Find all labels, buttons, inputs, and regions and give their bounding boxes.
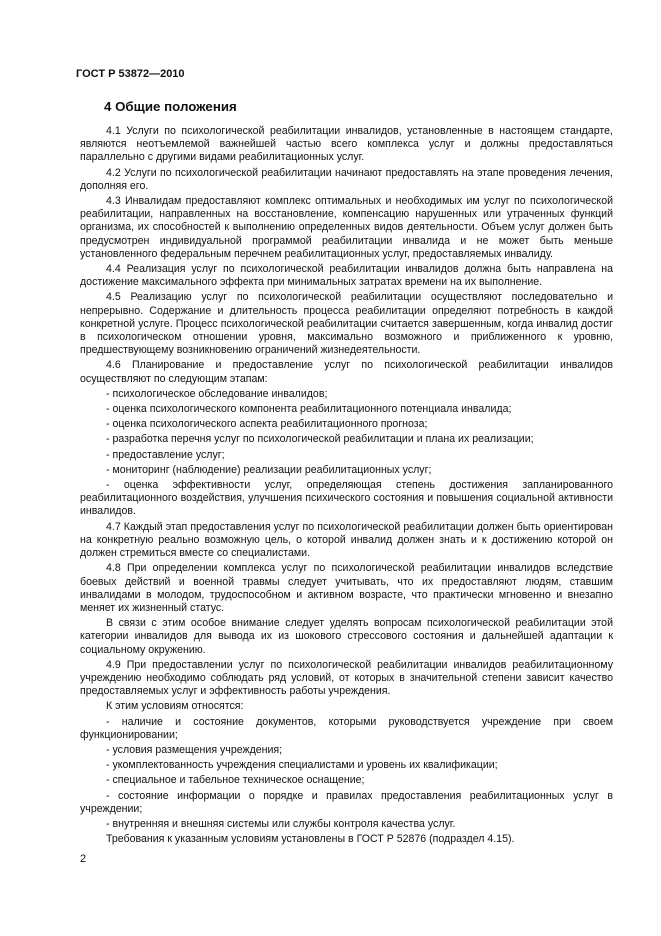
page-number: 2 [80, 853, 87, 865]
list-item: - состояние информации о порядке и правилах предоставления реабилитационных услуг в учреждении; [80, 789, 613, 815]
list-item: - мониторинг (наблюдение) реализации реабилитационных услуг; [106, 463, 432, 476]
paragraph-4-5: 4.5 Реализацию услуг по психологической реабилитации осуществляют последовательно и непрерывно. Содержание и длительность процесса реабилитации определяют потребность в каждой конкретной услуге. Процесс психологической реабилитации считается завершенным, когда инвалид достиг в психологическом отношении уровня, максимально возможного и приближенного к уровню, предшествующему возникновению ограничений жизнедеятельности. [80, 291, 613, 357]
list-item: - оценка психологического компонента реабилитационного потенциала инвалида; [106, 403, 512, 416]
list-item: - оценка психологического аспекта реабилитационного прогноза; [106, 418, 428, 431]
paragraph-4-1: 4.1 Услуги по психологической реабилитации инвалидов, установленные в настоящем стандарте, являются неотъемлемой важнейшей частью всего комплекса услуг и должны предоставляться параллельно с другими видами реабилитационных услуг. [80, 125, 613, 164]
paragraph-4-8: 4.8 При определении комплекса услуг по психологической реабилитации инвалидов вследствие боевых действий и военной травмы следует учитывать, что их предоставляют людям, ставшим инвалидами в молодом, трудоспособном и активном возрасте, что практически мгновенно и внезапно меняет их жизненный статус. [80, 562, 613, 614]
list-item: - оценка эффективности услуг, определяющая степень достижения запланированного реабилитационного воздействия, улучшения психического состояния и повышения социальной активности инвалидов. [80, 479, 613, 518]
paragraph-4-4: 4.4 Реализация услуг по психологической реабилитации инвалидов должна быть направлена на достижение максимального эффекта при минимальных затратах времени на их выполнение. [80, 263, 613, 289]
list-item: - психологическое обследование инвалидов; [106, 387, 328, 400]
list-item: - предоставление услуг; [106, 448, 225, 461]
standard-header: ГОСТ Р 53872—2010 [76, 68, 185, 80]
list-item: - разработка перечня услуг по психологической реабилитации и плана их реализации; [106, 433, 534, 446]
paragraph-4-7: 4.7 Каждый этап предоставления услуг по психологической реабилитации должен быть ориентирован на конкретную реально возможную цель, о которой инвалид должен знать и к достижению которой он должен стремиться вместе со специалистами. [80, 520, 613, 560]
section-title: 4 Общие положения [104, 99, 237, 114]
list-item: - специальное и табельное техническое оснащение; [106, 774, 365, 787]
conditions-intro: К этим условиям относятся: [106, 700, 244, 713]
list-item: - внутренняя и внешняя системы или службы контроля качества услуг. [106, 817, 456, 830]
requirements-reference: Требования к указанным условиям установлены в ГОСТ Р 52876 (подраздел 4.15). [106, 833, 515, 846]
list-item: - укомплектованность учреждения специалистами и уровень их квалификации; [106, 759, 498, 772]
paragraph-4-9: 4.9 При предоставлении услуг по психологической реабилитации инвалидов реабилитационному учреждению необходимо соблюдать ряд условий, от которых в значительной степени зависит качество предоставляемых услуг и эффективность работы учреждения. [80, 658, 613, 698]
section-body [80, 125, 613, 846]
list-item: - условия размещения учреждения; [106, 743, 283, 756]
paragraph-4-2: 4.2 Услуги по психологической реабилитации начинают предоставлять на этапе проведения лечения, дополняя его. [80, 166, 613, 192]
paragraph-4-3: 4.3 Инвалидам предоставляют комплекс оптимальных и необходимых им услуг по психологической реабилитации, направленных на восстановление, компенсацию нарушенных или утраченных функций организма, их способностей к выполнению определенных видов деятельности. Объем услуг должен быть предусмотрен индивидуальной программой реабилитации инвалида и не может быть меньше установленного федеральным перечнем реабилитационных услуг, предоставляемых инвалиду. [80, 195, 613, 260]
paragraph-4-8-continued: В связи с этим особое внимание следует уделять вопросам психологической реабилитации этой категории инвалидов для вывода их из шокового стрессового состояния и дальнейшей адаптации к социальному окружению. [80, 617, 613, 656]
list-item: - наличие и состояние документов, которыми руководствуется учреждение при своем функционировании; [80, 715, 613, 741]
paragraph-4-6: 4.6 Планирование и предоставление услуг по психологической реабилитации инвалидов осуществляют по следующим этапам: [80, 359, 613, 385]
